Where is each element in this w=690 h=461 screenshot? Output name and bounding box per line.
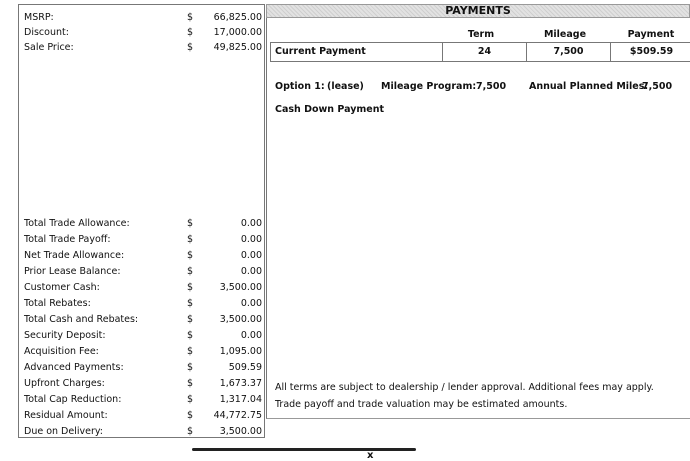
discount-value: 17,000.00 [213, 27, 262, 38]
terms-disclaimer: All terms are subject to dealership / lender approval. Additional fees may apply. [275, 382, 654, 393]
due-on-delivery-label: Due on Delivery: [24, 426, 103, 437]
total-trade-payoff-row [24, 232, 262, 247]
currency-symbol: $ [187, 218, 194, 229]
option-label: Option 1: [275, 81, 325, 92]
msrp-row [24, 10, 262, 25]
upfront-charges-row [24, 376, 262, 391]
total-cap-reduction-value: 1,317.04 [219, 394, 262, 405]
sale-price-row [24, 40, 262, 55]
total-cash-and-rebates-value: 3,500.00 [219, 314, 262, 325]
total-trade-allowance-row [24, 216, 262, 231]
payments-title: PAYMENTS [266, 4, 690, 18]
residual-amount-label: Residual Amount: [24, 410, 108, 421]
acquisition-fee-row [24, 344, 262, 359]
advanced-payments-value: 509.59 [228, 362, 262, 373]
currency-symbol: $ [187, 410, 194, 421]
cash-down-payment-label: Cash Down Payment [275, 104, 385, 115]
sale-price-label: Sale Price: [24, 42, 74, 53]
customer-cash-row [24, 280, 262, 295]
customer-cash-value: 3,500.00 [219, 282, 262, 293]
total-cap-reduction-row [24, 392, 262, 407]
discount-label: Discount: [24, 27, 69, 38]
option-type: (lease) [327, 81, 364, 92]
current-payment-label: Current Payment [275, 46, 366, 57]
currency-symbol: $ [187, 426, 194, 437]
close-icon[interactable]: x [367, 450, 374, 461]
currency-symbol: $ [187, 27, 194, 38]
currency-symbol: $ [187, 298, 194, 309]
total-trade-allowance-value: 0.00 [240, 218, 262, 229]
acquisition-fee-label: Acquisition Fee: [24, 346, 99, 357]
total-trade-payoff-label: Total Trade Payoff: [24, 234, 111, 245]
security-deposit-value: 0.00 [240, 330, 262, 341]
advanced-payments-label: Advanced Payments: [24, 362, 124, 373]
total-cash-and-rebates-label: Total Cash and Rebates: [24, 314, 139, 325]
upfront-charges-value: 1,673.37 [219, 378, 262, 389]
acquisition-fee-value: 1,095.00 [219, 346, 262, 357]
annual-planned-miles-label: Annual Planned Miles: [529, 81, 649, 92]
residual-amount-row [24, 408, 262, 423]
scrollbar[interactable] [192, 448, 416, 451]
msrp-label: MSRP: [24, 12, 54, 23]
currency-symbol: $ [187, 362, 194, 373]
total-trade-payoff-value: 0.00 [240, 234, 262, 245]
mileage-column-header: Mileage [543, 29, 587, 40]
currency-symbol: $ [187, 282, 194, 293]
prior-lease-balance-value: 0.00 [240, 266, 262, 277]
current-payment-row [270, 42, 690, 62]
residual-amount-value: 44,772.75 [213, 410, 262, 421]
net-trade-allowance-row [24, 248, 262, 263]
currency-symbol: $ [187, 12, 194, 23]
trade-disclaimer: Trade payoff and trade valuation may be estimated amounts. [275, 399, 568, 410]
mileage-value: 7,500 [526, 43, 610, 61]
discount-row [24, 25, 262, 40]
mileage-program-label: Mileage Program: [381, 81, 477, 92]
due-on-delivery-row [24, 424, 262, 439]
term-value: 24 [442, 43, 526, 61]
currency-symbol: $ [187, 250, 194, 261]
security-deposit-row [24, 328, 262, 343]
total-cash-and-rebates-row [24, 312, 262, 327]
currency-symbol: $ [187, 314, 194, 325]
prior-lease-balance-row [24, 264, 262, 279]
security-deposit-label: Security Deposit: [24, 330, 106, 341]
term-column-header: Term [467, 29, 495, 40]
currency-symbol: $ [187, 330, 194, 341]
total-cap-reduction-label: Total Cap Reduction: [24, 394, 122, 405]
customer-cash-label: Customer Cash: [24, 282, 100, 293]
currency-symbol: $ [187, 394, 194, 405]
mileage-program-value: 7,500 [476, 81, 507, 92]
currency-symbol: $ [187, 378, 194, 389]
total-trade-allowance-label: Total Trade Allowance: [24, 218, 130, 229]
total-rebates-label: Total Rebates: [24, 298, 91, 309]
net-trade-allowance-value: 0.00 [240, 250, 262, 261]
total-rebates-value: 0.00 [240, 298, 262, 309]
payments-panel [266, 18, 690, 419]
payment-column-header: Payment [627, 29, 675, 40]
annual-planned-miles-value: 7,500 [642, 81, 673, 92]
total-rebates-row [24, 296, 262, 311]
msrp-value: 66,825.00 [213, 12, 262, 23]
net-trade-allowance-label: Net Trade Allowance: [24, 250, 125, 261]
advanced-payments-row [24, 360, 262, 375]
currency-symbol: $ [187, 234, 194, 245]
currency-symbol: $ [187, 346, 194, 357]
currency-symbol: $ [187, 266, 194, 277]
currency-symbol: $ [187, 42, 194, 53]
sale-price-value: 49,825.00 [213, 42, 262, 53]
pricing-summary-panel [18, 4, 265, 438]
prior-lease-balance-label: Prior Lease Balance: [24, 266, 121, 277]
upfront-charges-label: Upfront Charges: [24, 378, 105, 389]
payment-value: $509.59 [610, 43, 690, 61]
due-on-delivery-value: 3,500.00 [219, 426, 262, 437]
